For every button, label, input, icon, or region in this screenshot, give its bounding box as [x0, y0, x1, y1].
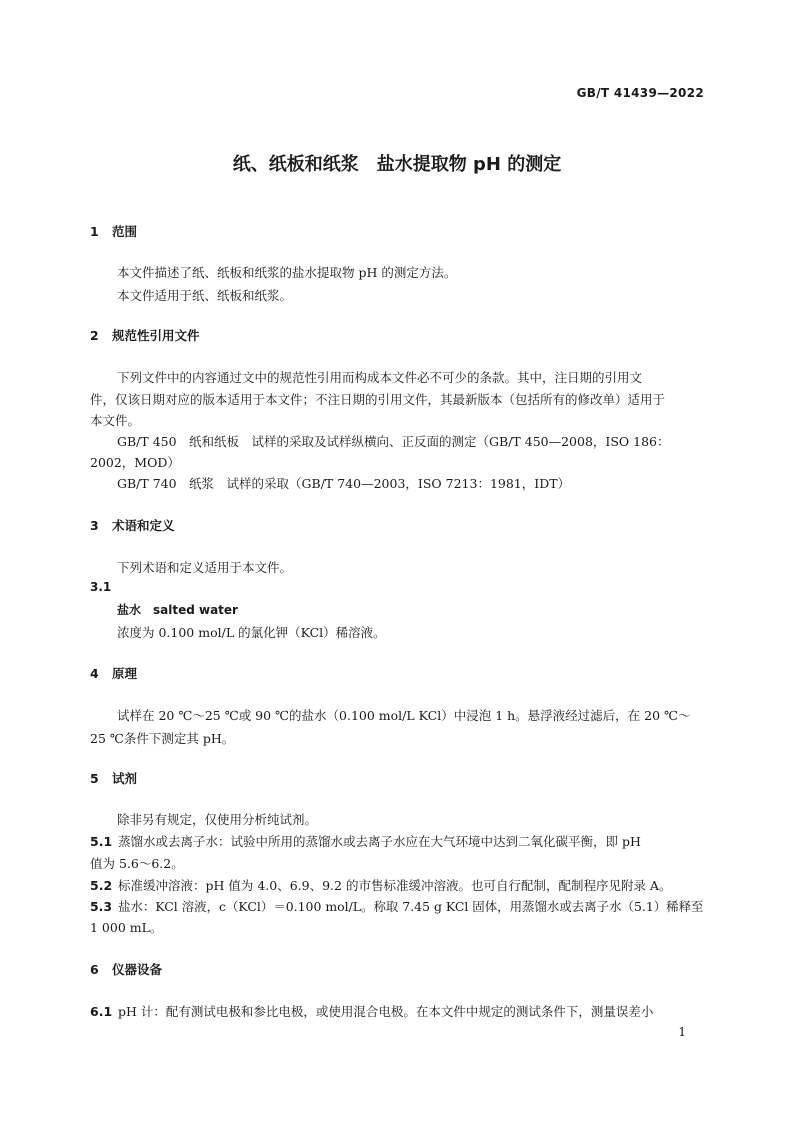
- paragraph: 下列术语和定义适用于本文件。: [117, 560, 293, 575]
- clause-6-1: [90, 1002, 653, 1020]
- section-title: 仪器设备: [112, 962, 163, 977]
- term-entry: 盐水 salted water: [117, 603, 238, 617]
- section-5-heading: [90, 769, 137, 787]
- page-number: 1: [678, 1025, 686, 1039]
- term-number: 3.1: [90, 580, 112, 594]
- section-title: 规范性引用文件: [112, 328, 200, 343]
- section-number: 4: [90, 666, 99, 681]
- section-6-heading: [90, 960, 162, 978]
- section-title: 原理: [112, 666, 138, 681]
- paragraph-line: 下列文件中的内容通过文中的规范性引用而构成本文件必不可少的条款。其中，注日期的引用文: [117, 370, 643, 385]
- section-number: 6: [90, 962, 99, 977]
- clause-5-1-cont: 值为 5.6～6.2。: [90, 856, 184, 871]
- clause-number: 5.2: [90, 878, 113, 893]
- document-title: 纸、纸板和纸浆 盐水提取物 pH 的测定: [232, 154, 562, 175]
- section-number: 3: [90, 518, 99, 533]
- paragraph-line: 件，仅该日期对应的版本适用于本文件；不注日期的引用文件，其最新版本（包括所有的修改单）适用于: [90, 392, 666, 407]
- standard-number: GB/T 41439—2022: [576, 86, 704, 100]
- paragraph-line: 本文件。: [90, 413, 141, 428]
- paragraph: 本文件适用于纸、纸板和纸浆。: [117, 288, 293, 303]
- paragraph: 除非另有规定，仅使用分析纯试剂。: [117, 812, 318, 827]
- clause-number: 6.1: [90, 1004, 113, 1019]
- clause-text: pH 计：配有测试电极和参比电极，或使用混合电极。在本文件中规定的测试条件下，测量误差小: [118, 1004, 654, 1019]
- section-2-heading: [90, 326, 200, 344]
- clause-5-1: [90, 832, 641, 850]
- clause-number: 5.1: [90, 834, 113, 849]
- section-number: 5: [90, 771, 99, 786]
- reference-gbt450: GB/T 450 纸和纸板 试样的采取及试样纵横向、正反面的测定（GB/T 450—2008，ISO 186：: [117, 434, 670, 449]
- clause-5-3-cont: 1 000 mL。: [90, 920, 163, 935]
- paragraph-line: 25 ℃条件下测定其 pH。: [90, 731, 235, 746]
- section-number: 1: [90, 224, 99, 239]
- section-title: 范围: [112, 224, 138, 239]
- paragraph-line: 试样在 20 ℃～25 ℃或 90 ℃的盐水（0.100 mol/L KCl）中浸泡 1 h。悬浮液经过滤后，在 20 ℃～: [117, 708, 691, 723]
- paragraph: 本文件描述了纸、纸板和纸浆的盐水提取物 pH 的测定方法。: [117, 265, 457, 280]
- clause-5-3: [90, 897, 703, 915]
- clause-5-2: [90, 876, 671, 894]
- reference-gbt450-cont: 2002，MOD）: [90, 455, 180, 470]
- clause-text: 盐水：KCl 溶液，c（KCl）＝0.100 mol/L。称取 7.45 g KCl 固体，用蒸馏水或去离子水（5.1）稀释至: [118, 899, 704, 914]
- term-definition: 浓度为 0.100 mol/L 的氯化钾（KCl）稀溶液。: [117, 625, 386, 640]
- section-title: 术语和定义: [112, 518, 175, 533]
- section-3-heading: [90, 516, 175, 534]
- section-title: 试剂: [112, 771, 138, 786]
- reference-gbt740: GB/T 740 纸浆 试样的采取（GB/T 740—2003，ISO 7213：1981，IDT）: [117, 476, 571, 491]
- section-number: 2: [90, 328, 99, 343]
- clause-text: 标准缓冲溶液：pH 值为 4.0、6.9、9.2 的市售标准缓冲溶液。也可自行配制，配制程序见附录 A。: [118, 878, 672, 893]
- section-1-heading: [90, 222, 137, 240]
- clause-text: 蒸馏水或去离子水：试验中所用的蒸馏水或去离子水应在大气环境中达到二氧化碳平衡，即 pH: [118, 834, 641, 849]
- clause-number: 5.3: [90, 899, 113, 914]
- section-4-heading: [90, 664, 137, 682]
